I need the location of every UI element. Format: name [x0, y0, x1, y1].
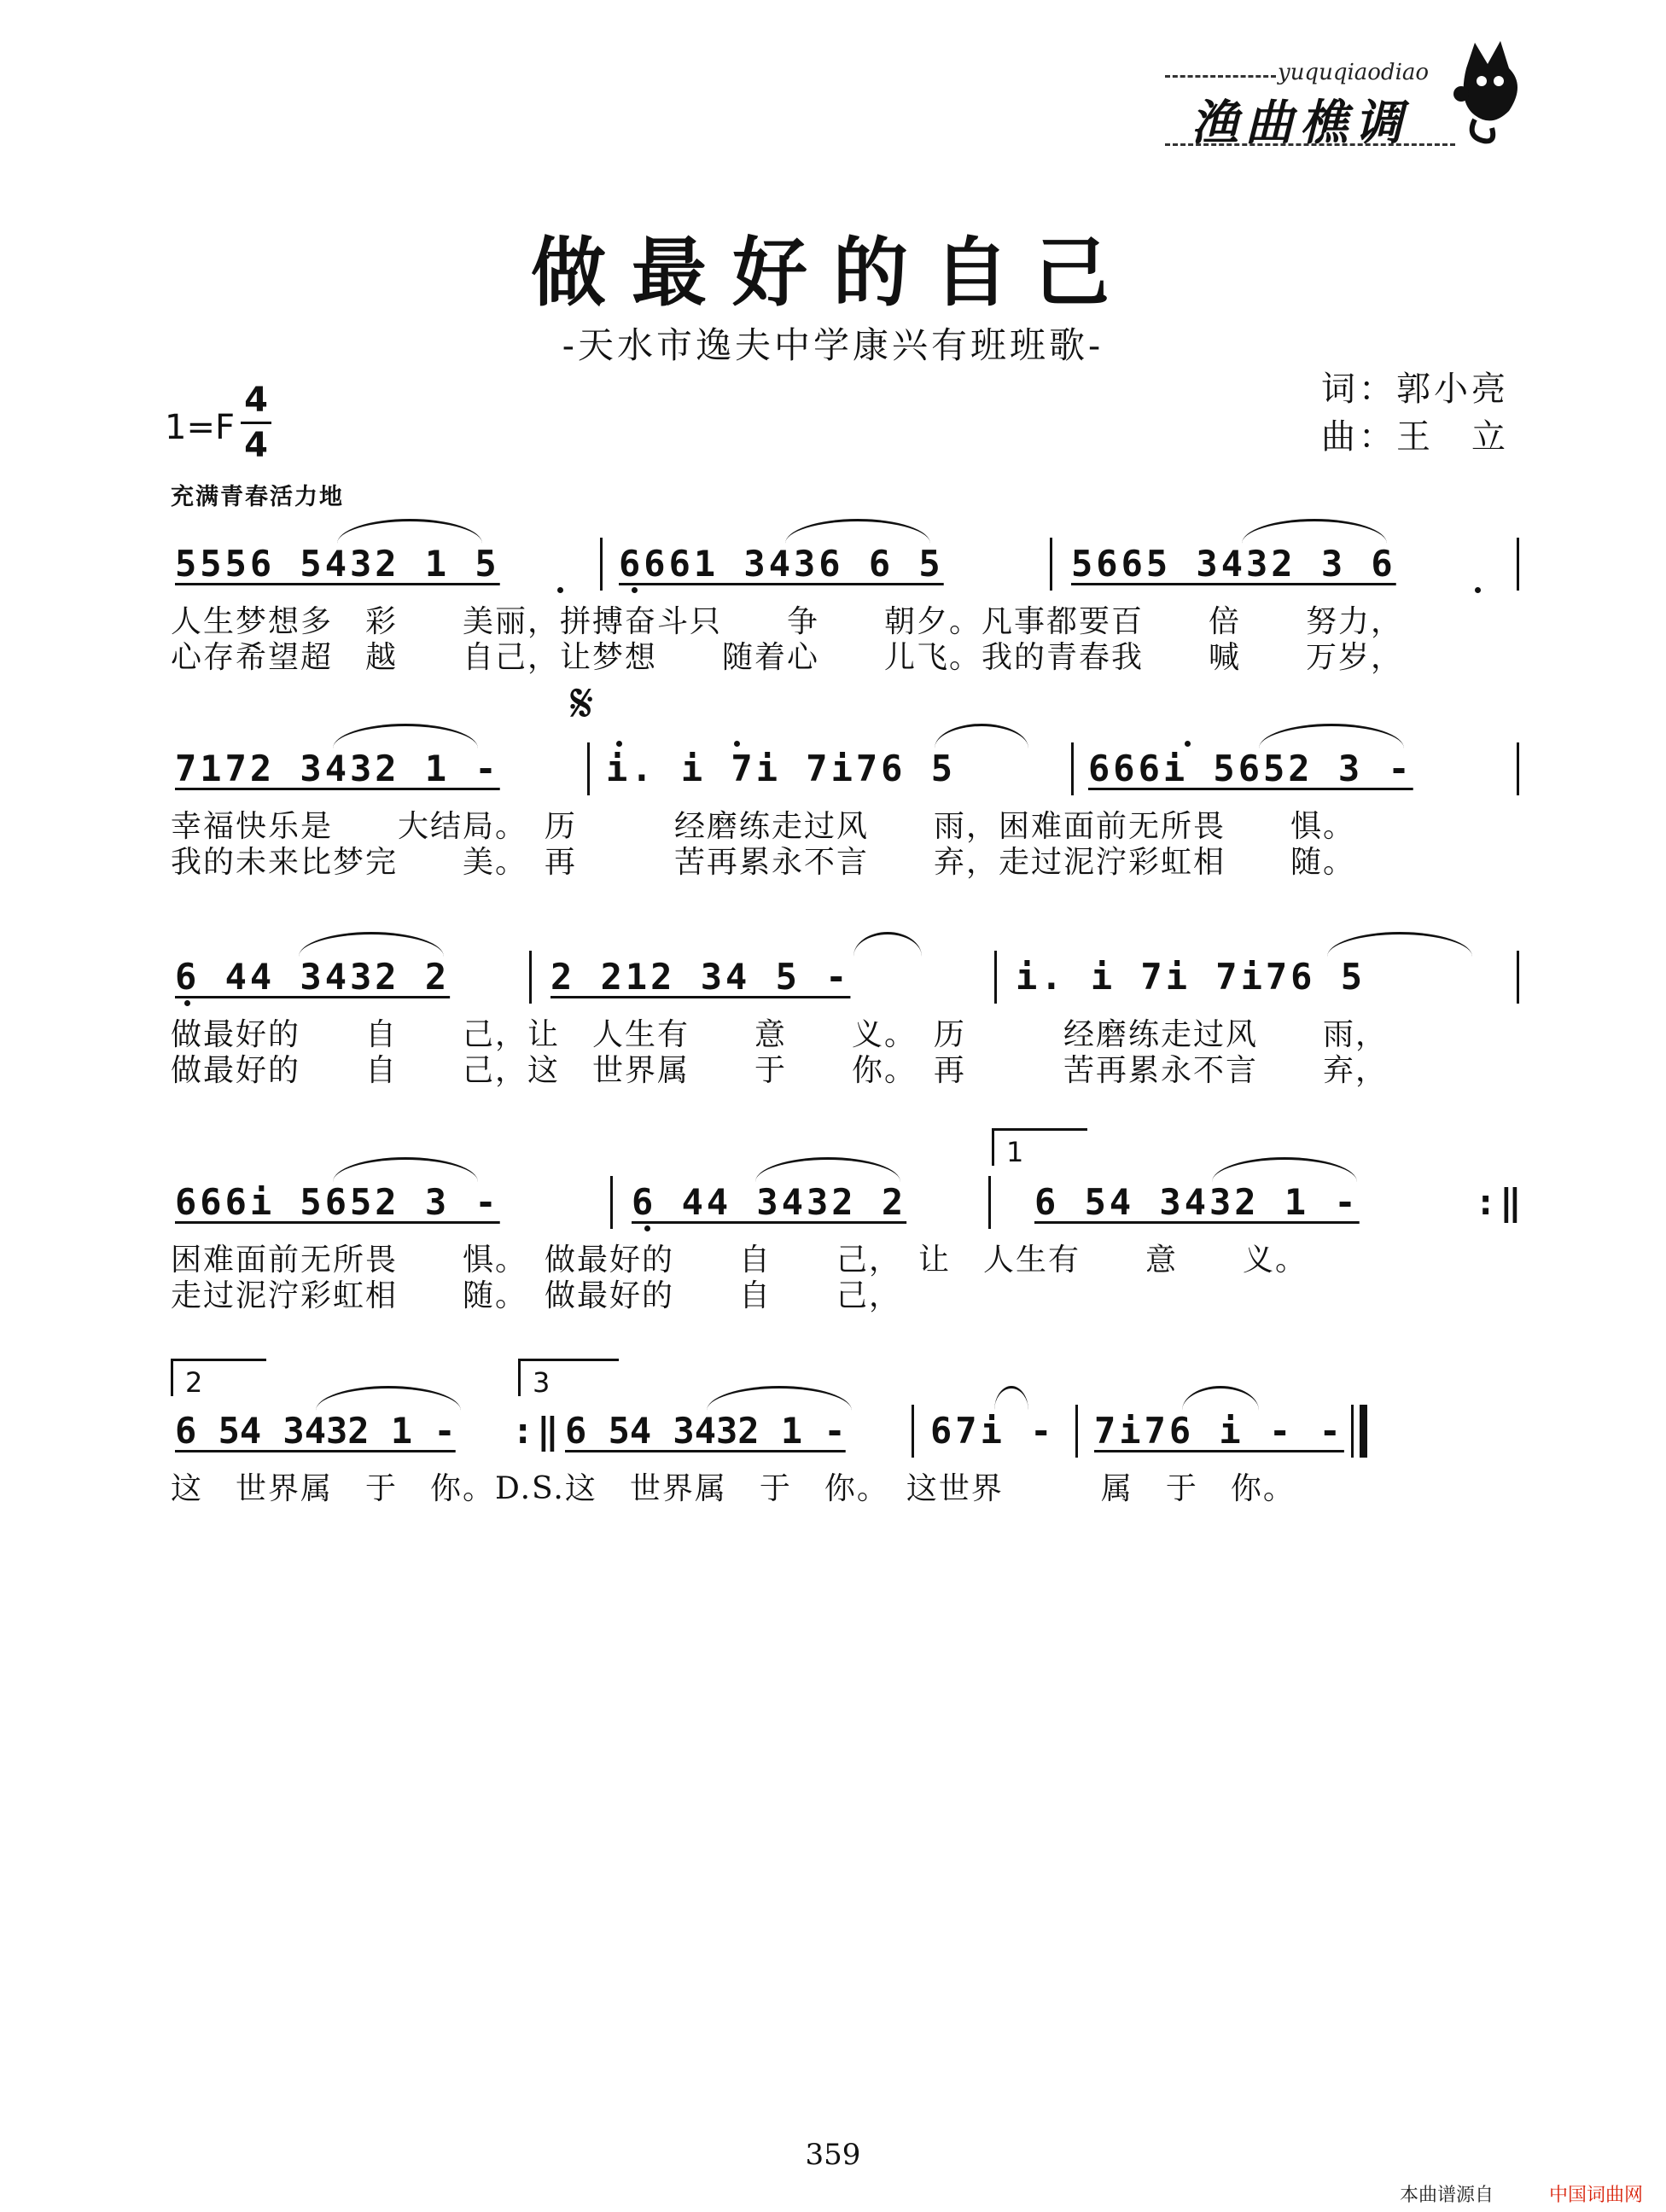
volta-1-number: 1 — [1006, 1136, 1024, 1168]
time-signature — [241, 381, 271, 465]
volta-3-bracket — [518, 1359, 619, 1399]
lyrics-verse-1: 幸福快乐是 大结局。 历 经磨练走过风 雨，困难面前无所畏 惧。 — [171, 809, 1356, 844]
high-octave-dot — [616, 741, 622, 747]
lyrics-verse-2: 我的未来比梦完 美。 再 苦再累永不言 弃，走过泥泞彩虹相 随。 — [171, 845, 1356, 880]
segno-sign: 𝄋 — [570, 672, 594, 736]
measure: 7i76 i - - — [1094, 1410, 1344, 1452]
measure: 7172 3432 1 - — [175, 748, 500, 789]
tempo-marking: 充满青春活力地 — [171, 484, 344, 510]
notes-row — [171, 1181, 1525, 1232]
barline — [1071, 742, 1074, 795]
credits — [1321, 365, 1509, 461]
barline — [1517, 742, 1519, 795]
measure: 666i 5652 3 - — [175, 1181, 500, 1223]
footer-source: 本曲谱源自 — [1400, 2185, 1494, 2206]
lyricist: 词：郭小亮 — [1321, 370, 1509, 409]
slur — [299, 932, 444, 957]
measure: 67i - — [930, 1410, 1056, 1452]
barline — [587, 742, 590, 795]
repeat-end-sign: :‖ — [1475, 1181, 1525, 1223]
volta-3-number: 3 — [533, 1366, 550, 1399]
measure: 6 54 3432 1 - — [565, 1410, 846, 1452]
lyrics-verse-2: 走过泥泞彩虹相 随。 做最好的 自 己， — [171, 1278, 902, 1313]
measure: 5665 3432 3 6 — [1071, 543, 1396, 585]
high-octave-dot — [734, 741, 740, 747]
lyrics-verse-1: 做最好的 自 己，让 人生有 意 义。 历 经磨练走过风 雨， — [171, 1017, 1389, 1052]
measure: 6 54 3432 1 - — [175, 1410, 456, 1452]
final-barline-thick — [1360, 1405, 1367, 1458]
slur — [707, 1386, 852, 1411]
lyrics-verse-1: 这 世界属 于 你。D.S.这 世界属 于 你。 这世界 属 于 你。 — [171, 1471, 1296, 1506]
barline — [1050, 538, 1052, 591]
song-subtitle: -天水市逸夫中学康兴有班班歌- — [562, 324, 1104, 366]
cat-music-logo-icon — [1449, 34, 1531, 145]
notes-row — [171, 956, 1519, 1007]
lyrics-verse-2: 心存希望超 越 自己，让梦想 随着心 儿飞。我的青春我 喊 万岁， — [171, 640, 1404, 675]
measure: 2 212 34 5 - — [550, 956, 851, 998]
barline — [1517, 538, 1519, 591]
meter-line — [241, 422, 271, 424]
brand-en-text: yuquqiaodiao — [1278, 60, 1430, 85]
low-octave-dot — [644, 1225, 650, 1231]
brand-underline — [1165, 143, 1455, 146]
lyrics-verse-1: 困难面前无所畏 惧。 做最好的 自 己， 让 人生有 意 义。 — [171, 1243, 1308, 1278]
barline — [988, 1176, 991, 1229]
barline — [912, 1405, 914, 1458]
notes-row — [171, 1410, 1519, 1461]
measure: 6661 3436 6 5 — [619, 543, 944, 585]
measure: i. i 7i 7i76 5 — [606, 748, 957, 789]
barline — [529, 951, 532, 1004]
volta-2-number: 2 — [185, 1366, 203, 1399]
measure: 6 44 3432 2 — [175, 956, 451, 998]
slur — [333, 1157, 478, 1182]
slur — [333, 724, 478, 748]
footer-site-link[interactable]: 中国词曲网 — [1549, 2185, 1644, 2206]
notes-row — [171, 748, 1519, 799]
slur — [755, 1157, 900, 1182]
fermata — [994, 1386, 1028, 1411]
lyrics-verse-1: 人生梦想多 彩 美丽，拼搏奋斗只 争 朝夕。凡事都要百 倍 努力， — [171, 604, 1404, 639]
repeat-end-sign: :‖ — [512, 1410, 562, 1452]
volta-2-bracket — [171, 1359, 266, 1399]
lyrics-verse-2: 做最好的 自 己，这 世界属 于 你。 再 苦再累永不言 弃， — [171, 1053, 1389, 1088]
slur — [1242, 519, 1387, 544]
low-octave-dot — [632, 587, 638, 593]
barline — [610, 1176, 613, 1229]
slur — [1327, 932, 1472, 957]
barline — [1075, 1405, 1078, 1458]
slur — [853, 932, 922, 957]
brand-dash-line — [1165, 75, 1276, 78]
slur — [337, 519, 482, 544]
low-octave-dot — [557, 587, 563, 593]
measure: 6 54 3432 1 - — [1034, 1181, 1360, 1223]
high-octave-dot — [1185, 741, 1191, 747]
meter-bottom: 4 — [244, 426, 268, 465]
meter-top: 4 — [244, 381, 268, 420]
slur — [935, 724, 1028, 748]
measure: 666i 5652 3 - — [1088, 748, 1413, 789]
notes-row — [171, 543, 1519, 594]
page-number: 359 — [805, 2138, 861, 2172]
song-title: 做最好的自己 — [530, 228, 1135, 317]
slur — [785, 519, 930, 544]
slur — [1182, 1386, 1259, 1411]
low-octave-dot — [1475, 587, 1481, 593]
slur — [1212, 1157, 1357, 1182]
low-octave-dot — [184, 1000, 190, 1006]
brand-cn-text: 渔曲樵调 — [1191, 95, 1409, 151]
final-barline-thin — [1351, 1405, 1354, 1458]
barline — [1517, 951, 1519, 1004]
slur — [316, 1386, 461, 1411]
barline — [600, 538, 603, 591]
barline — [994, 951, 997, 1004]
measure: 6 44 3432 2 — [632, 1181, 907, 1223]
slur — [1259, 724, 1404, 748]
composer: 曲：王 立 — [1321, 417, 1509, 457]
measure: 5556 5432 1 5 — [175, 543, 500, 585]
key-signature: 1=F — [165, 408, 235, 447]
volta-1-bracket — [992, 1128, 1087, 1166]
measure: i. i 7i 7i76 5 — [1016, 956, 1366, 998]
